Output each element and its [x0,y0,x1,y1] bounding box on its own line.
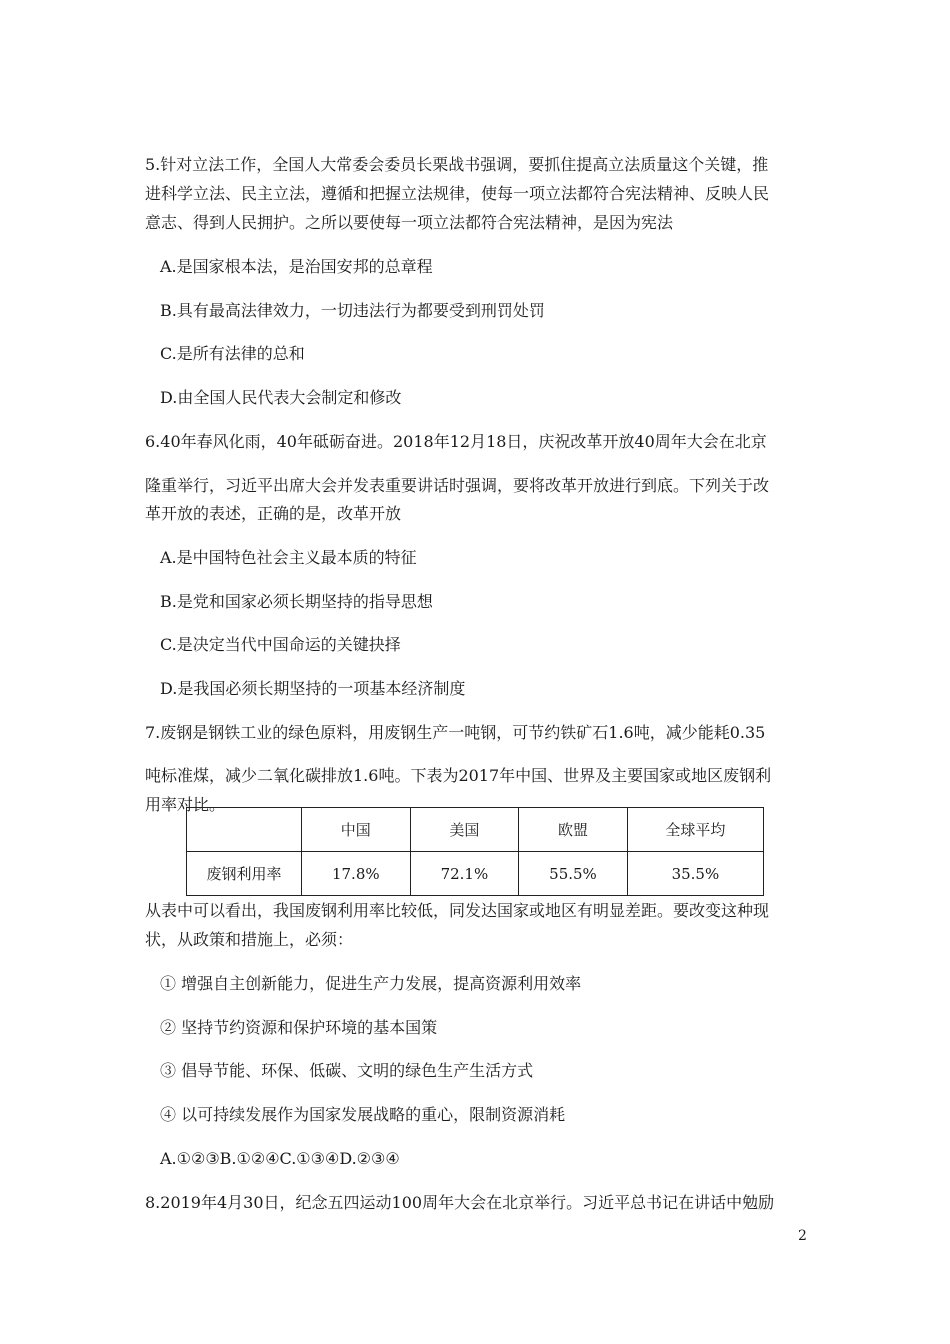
q7-stem-line-2: 吨标准煤，减少二氧化碳排放1.6吨。下表为2017年中国、世界及主要国家或地区废钢利 [145,766,772,785]
table-header-row [187,808,764,852]
q6-option-a: A.是中国特色社会主义最本质的特征 [160,548,417,567]
q8-stem-line-1: 8.2019年4月30日，纪念五四运动100周年大会在北京举行。习近平总书记在讲话中勉励 [145,1193,775,1212]
q7-item-3: ③ 倡导节能、环保、低碳、文明的绿色生产生活方式 [160,1061,534,1080]
scrap-steel-table [186,807,764,896]
q5-option-a: A.是国家根本法，是治国安邦的总章程 [160,257,433,276]
q7-item-1: ① 增强自主创新能力，促进生产力发展，提高资源利用效率 [160,974,582,993]
q6-option-c: C.是决定当代中国命运的关键抉择 [160,635,401,654]
table-header-cell: 全球平均 [627,808,763,852]
q7-item-4: ④ 以可持续发展作为国家发展战略的重心，限制资源消耗 [160,1105,566,1124]
q6-option-b: B.是党和国家必须长期坚持的指导思想 [160,592,433,611]
q5-stem-line-2: 进科学立法、民主立法，遵循和把握立法规律，使每一项立法都符合宪法精神、反映人民 [145,184,770,203]
q5-stem-line-3: 意志、得到人民拥护。之所以要使每一项立法都符合宪法精神，是因为宪法 [145,213,674,232]
q7-stem-line-1: 7.废钢是钢铁工业的绿色原料，用废钢生产一吨钢，可节约铁矿石1.6吨，减少能耗0.35 [145,723,766,742]
table-header-cell: 美国 [410,808,519,852]
table-header-cell: 欧盟 [519,808,628,852]
q5-option-d: D.由全国人民代表大会制定和修改 [160,388,402,407]
q5-stem-line-1: 5.针对立法工作，全国人大常委会委员长栗战书强调，要抓住提高立法质量这个关键，推 [145,155,769,174]
page-number: 2 [798,1228,807,1244]
table-row-label: 废钢利用率 [187,852,302,896]
table-header-cell [187,808,302,852]
q7-item-2: ② 坚持节约资源和保护环境的基本国策 [160,1018,438,1037]
table-cell: 72.1% [410,852,519,896]
q6-stem-line-2: 隆重举行，习近平出席大会并发表重要讲话时强调，要将改革开放进行到底。下列关于改 [145,476,770,495]
table-cell: 35.5% [627,852,763,896]
table-cell: 55.5% [519,852,628,896]
q6-stem-line-3: 革开放的表述，正确的是，改革开放 [145,504,402,523]
q7-after-line-1: 从表中可以看出，我国废钢利用率比较低，同发达国家或地区有明显差距。要改变这种现 [145,901,770,920]
table-row [187,852,764,896]
q7-choices: A.①②③B.①②④C.①③④D.②③④ [160,1149,400,1168]
q6-option-d: D.是我国必须长期坚持的一项基本经济制度 [160,679,466,698]
q5-option-c: C.是所有法律的总和 [160,344,305,363]
q7-stem-line-3: 用率对比。 [145,795,226,814]
table-cell: 17.8% [302,852,411,896]
q5-option-b: B.具有最高法律效力，一切违法行为都要受到刑罚处罚 [160,301,545,320]
q6-stem-line-1: 6.40年春风化雨，40年砥砺奋进。2018年12月18日，庆祝改革开放40周年大会在北京 [145,432,767,451]
table-header-cell: 中国 [302,808,411,852]
q7-after-line-2: 状，从政策和措施上，必须： [145,930,354,949]
